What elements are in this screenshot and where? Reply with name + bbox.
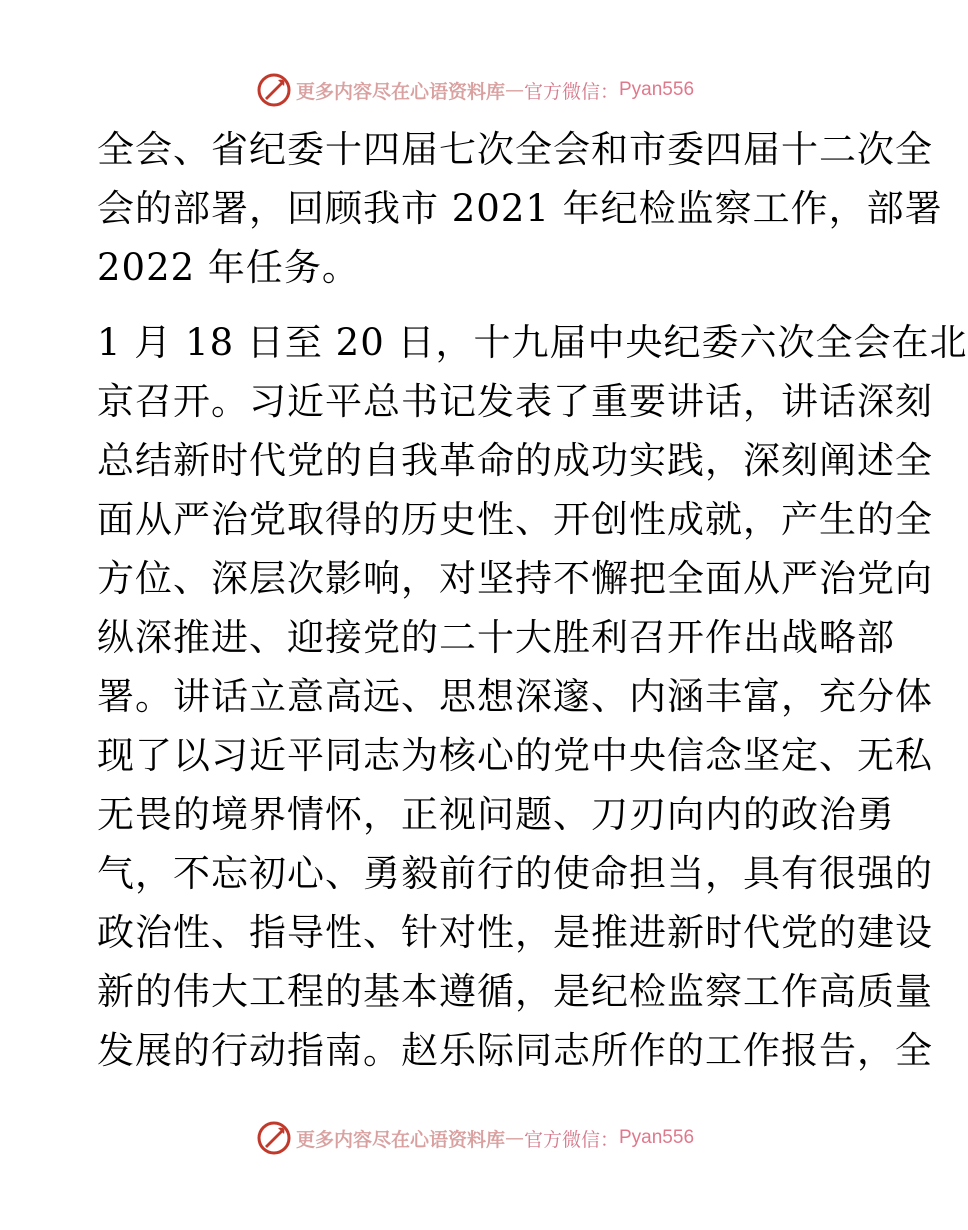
paragraph-1 [97,120,943,297]
text-line: 政治性、指导性、针对性，是推进新时代党的建设 [97,911,933,954]
text-line: 方位、深层次影响，对坚持不懈把全面从严治党向 [97,557,933,600]
text-line: 京召开。习近平总书记发表了重要讲话，讲话深刻 [97,380,933,423]
banner-wechat-label: 官方微信： [523,1128,619,1151]
banner-separator: — [504,79,524,101]
text-line: 2022 年任务。 [97,246,360,289]
document-body [97,120,968,1080]
banner-wechat-id: Pyan556 [619,79,695,100]
banner-wechat-id: Pyan556 [619,1127,695,1148]
banner-main-text: 更多内容尽在心语资料库 [295,1128,505,1151]
text-line: 纵深推进、迎接党的二十大胜利召开作出战略部 [97,616,895,659]
banner-separator: — [504,1127,524,1149]
paragraph-2 [97,313,968,1080]
text-line: 全会、省纪委十四届七次全会和市委四届十二次全 [97,128,933,171]
quill-circle-logo-icon [256,1120,292,1156]
text-line: 1 月 18 日至 20 日，十九届中央纪委六次全会在北 [97,321,968,364]
text-line: 署。讲话立意高远、思想深邃、内涵丰富，充分体 [97,675,933,718]
footer-watermark-banner [0,1116,950,1160]
text-line: 气，不忘初心、勇毅前行的使命担当，具有很强的 [97,852,933,895]
banner-main-text: 更多内容尽在心语资料库 [295,80,505,103]
banner-wechat-label: 官方微信： [523,80,619,103]
text-line: 总结新时代党的自我革命的成功实践，深刻阐述全 [97,439,933,482]
text-line: 会的部署，回顾我市 2021 年纪检监察工作，部署 [97,187,943,230]
text-line: 现了以习近平同志为核心的党中央信念坚定、无私 [97,734,933,777]
quill-circle-logo-icon [256,72,292,108]
text-line: 新的伟大工程的基本遵循，是纪检监察工作高质量 [97,970,933,1013]
text-line: 无畏的境界情怀，正视问题、刀刃向内的政治勇 [97,793,895,836]
paragraph-gap [97,297,857,313]
header-watermark-banner [0,68,950,112]
text-line: 面从严治党取得的历史性、开创性成就，产生的全 [97,498,933,541]
text-line: 发展的行动指南。赵乐际同志所作的工作报告，全 [97,1029,933,1072]
